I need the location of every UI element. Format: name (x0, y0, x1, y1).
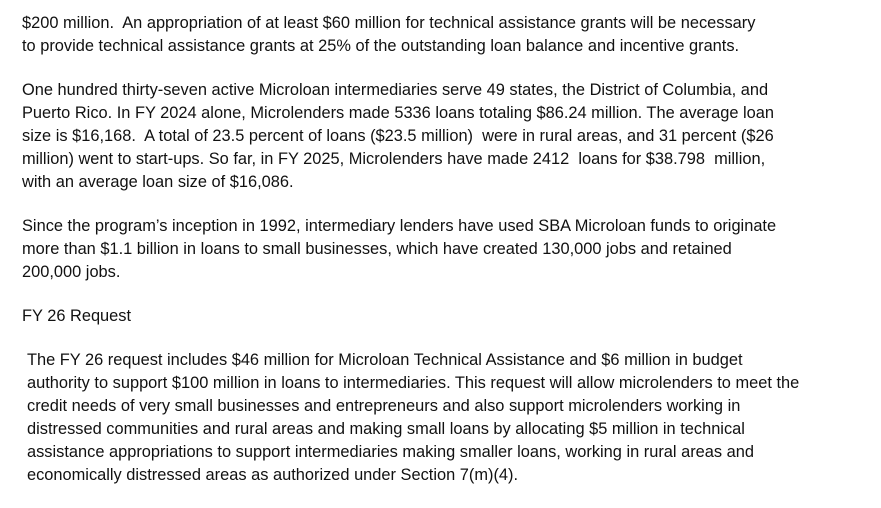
text-line: One hundred thirty-seven active Microloan intermediaries serve 49 states, the District of Columbia, and (22, 81, 769, 99)
text-line: distressed communities and rural areas and making small loans by allocating $5 million in technical (27, 420, 745, 438)
text-line: credit needs of very small businesses and entrepreneurs and also support microlenders working in (27, 397, 741, 415)
paragraph-intermediaries-stats (22, 79, 877, 194)
paragraph-fy26-request (22, 349, 877, 487)
text-line: more than $1.1 billion in loans to small businesses, which have created 130,000 jobs and retained (22, 240, 732, 258)
text-line: authority to support $100 million in loans to intermediaries. This request will allow microlenders to meet the (27, 374, 800, 392)
text-line: economically distressed areas as authorized under Section 7(m)(4). (27, 466, 519, 484)
text-line: million) went to start-ups. So far, in FY 2025, Microlenders have made 2412 loans for $38.798 million, (22, 150, 766, 168)
text-line: 200,000 jobs. (22, 263, 121, 281)
text-line: size is $16,168. A total of 23.5 percent of loans ($23.5 million) were in rural areas, and 31 percent ($26 (22, 127, 774, 145)
text-line: The FY 26 request includes $46 million for Microloan Technical Assistance and $6 million in budget (27, 351, 743, 369)
text-line: $200 million. An appropriation of at least $60 million for technical assistance grants will be necessary (22, 14, 756, 32)
text-line: with an average loan size of $16,086. (22, 173, 294, 191)
text-line: Since the program’s inception in 1992, intermediary lenders have used SBA Microloan funds to originate (22, 217, 777, 235)
text-line: Puerto Rico. In FY 2024 alone, Microlenders made 5336 loans totaling $86.24 million. The average loan (22, 104, 775, 122)
text-line: assistance appropriations to support intermediaries making smaller loans, working in rural areas and (27, 443, 755, 461)
document-body (22, 12, 877, 508)
paragraph-program-history (22, 215, 877, 284)
section-heading-text: FY 26 Request (22, 307, 132, 325)
section-heading (22, 305, 877, 328)
paragraph-funding-intro (22, 12, 877, 58)
text-line: to provide technical assistance grants at 25% of the outstanding loan balance and incentive grants. (22, 37, 740, 55)
